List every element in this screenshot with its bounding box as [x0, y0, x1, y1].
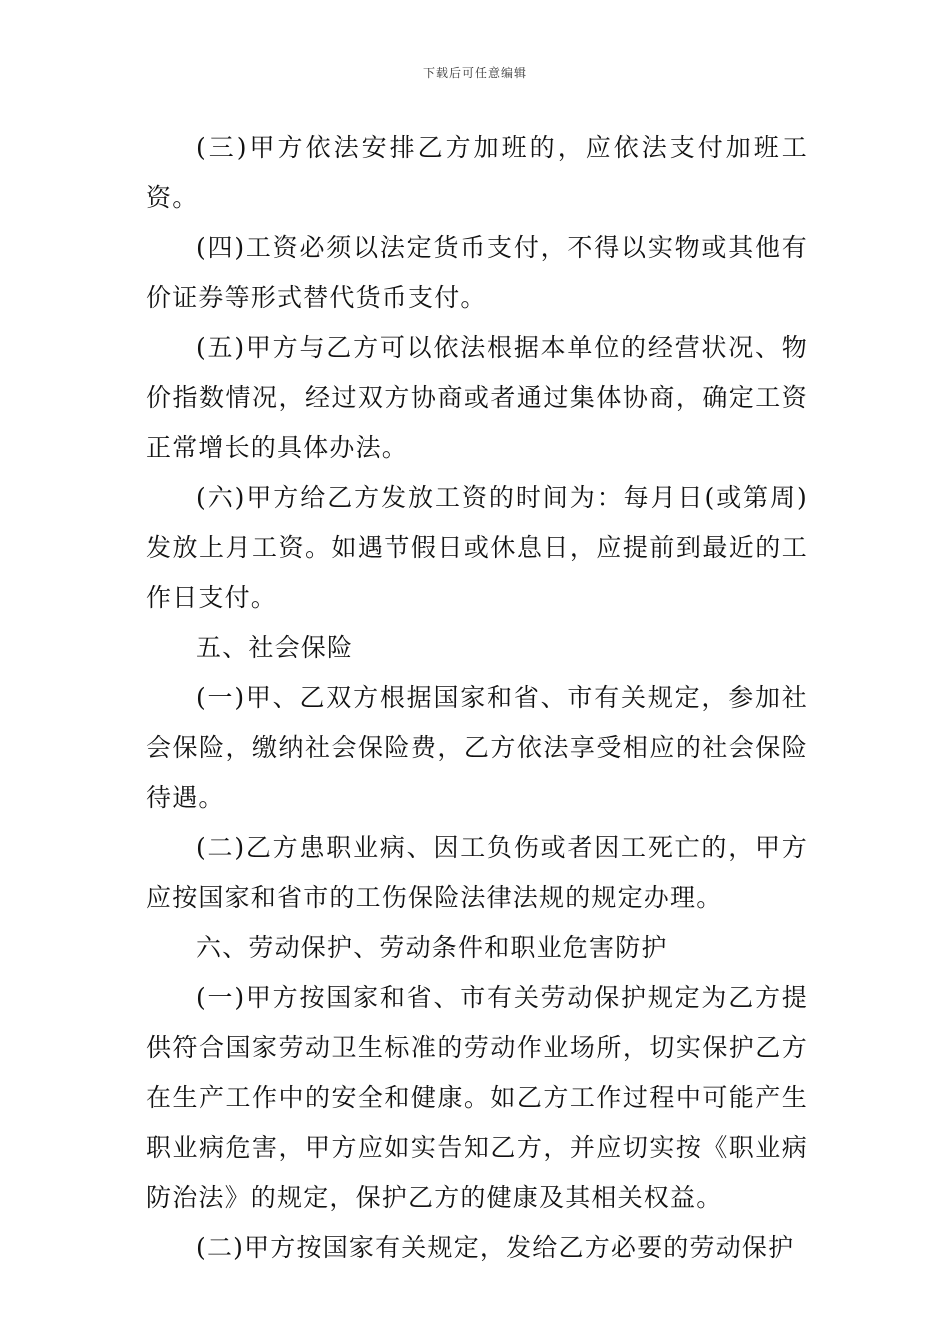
- section-heading-social-insurance: 五、社会保险: [196, 633, 354, 662]
- paragraph-payday: (六)甲方给乙方发放工资的时间为：每月日(或第周)发放上月工资。如遇节假日或休息日，应提前到最近的工作日支付。: [146, 483, 808, 612]
- paragraph-legal-tender: (四)工资必须以法定货币支付，不得以实物或其他有价证券等形式替代货币支付。: [146, 233, 808, 312]
- paragraph-insurance-participation: (一)甲、乙双方根据国家和省、市有关规定，参加社会保险，缴纳社会保险费，乙方依法享受相应的社会保险待遇。: [146, 683, 808, 812]
- document-body: [146, 123, 808, 1273]
- paragraph-work-injury: (二)乙方患职业病、因工负伤或者因工死亡的，甲方应按国家和省市的工伤保险法律法规的规定办理。: [146, 833, 808, 912]
- paragraph-overtime-pay: (三)甲方依法安排乙方加班的，应依法支付加班工资。: [146, 133, 808, 212]
- page-header-note: 下载后可任意编辑: [422, 66, 527, 80]
- paragraph-protective-equipment: (二)甲方按国家有关规定，发给乙方必要的劳动保护: [196, 1233, 795, 1262]
- paragraph-wage-growth: (五)甲方与乙方可以依法根据本单位的经营状况、物价指数情况，经过双方协商或者通过集体协商，确定工资正常增长的具体办法。: [146, 333, 808, 462]
- section-heading-labor-protection: 六、劳动保护、劳动条件和职业危害防护: [196, 933, 668, 962]
- paragraph-workplace-safety: (一)甲方按国家和省、市有关劳动保护规定为乙方提供符合国家劳动卫生标准的劳动作业场所，切实保护乙方在生产工作中的安全和健康。如乙方工作过程中可能产生职业病危害，甲方应如实告知乙方，并应切实按《职业病防治法》的规定，保护乙方的健康及其相关权益。: [146, 983, 808, 1212]
